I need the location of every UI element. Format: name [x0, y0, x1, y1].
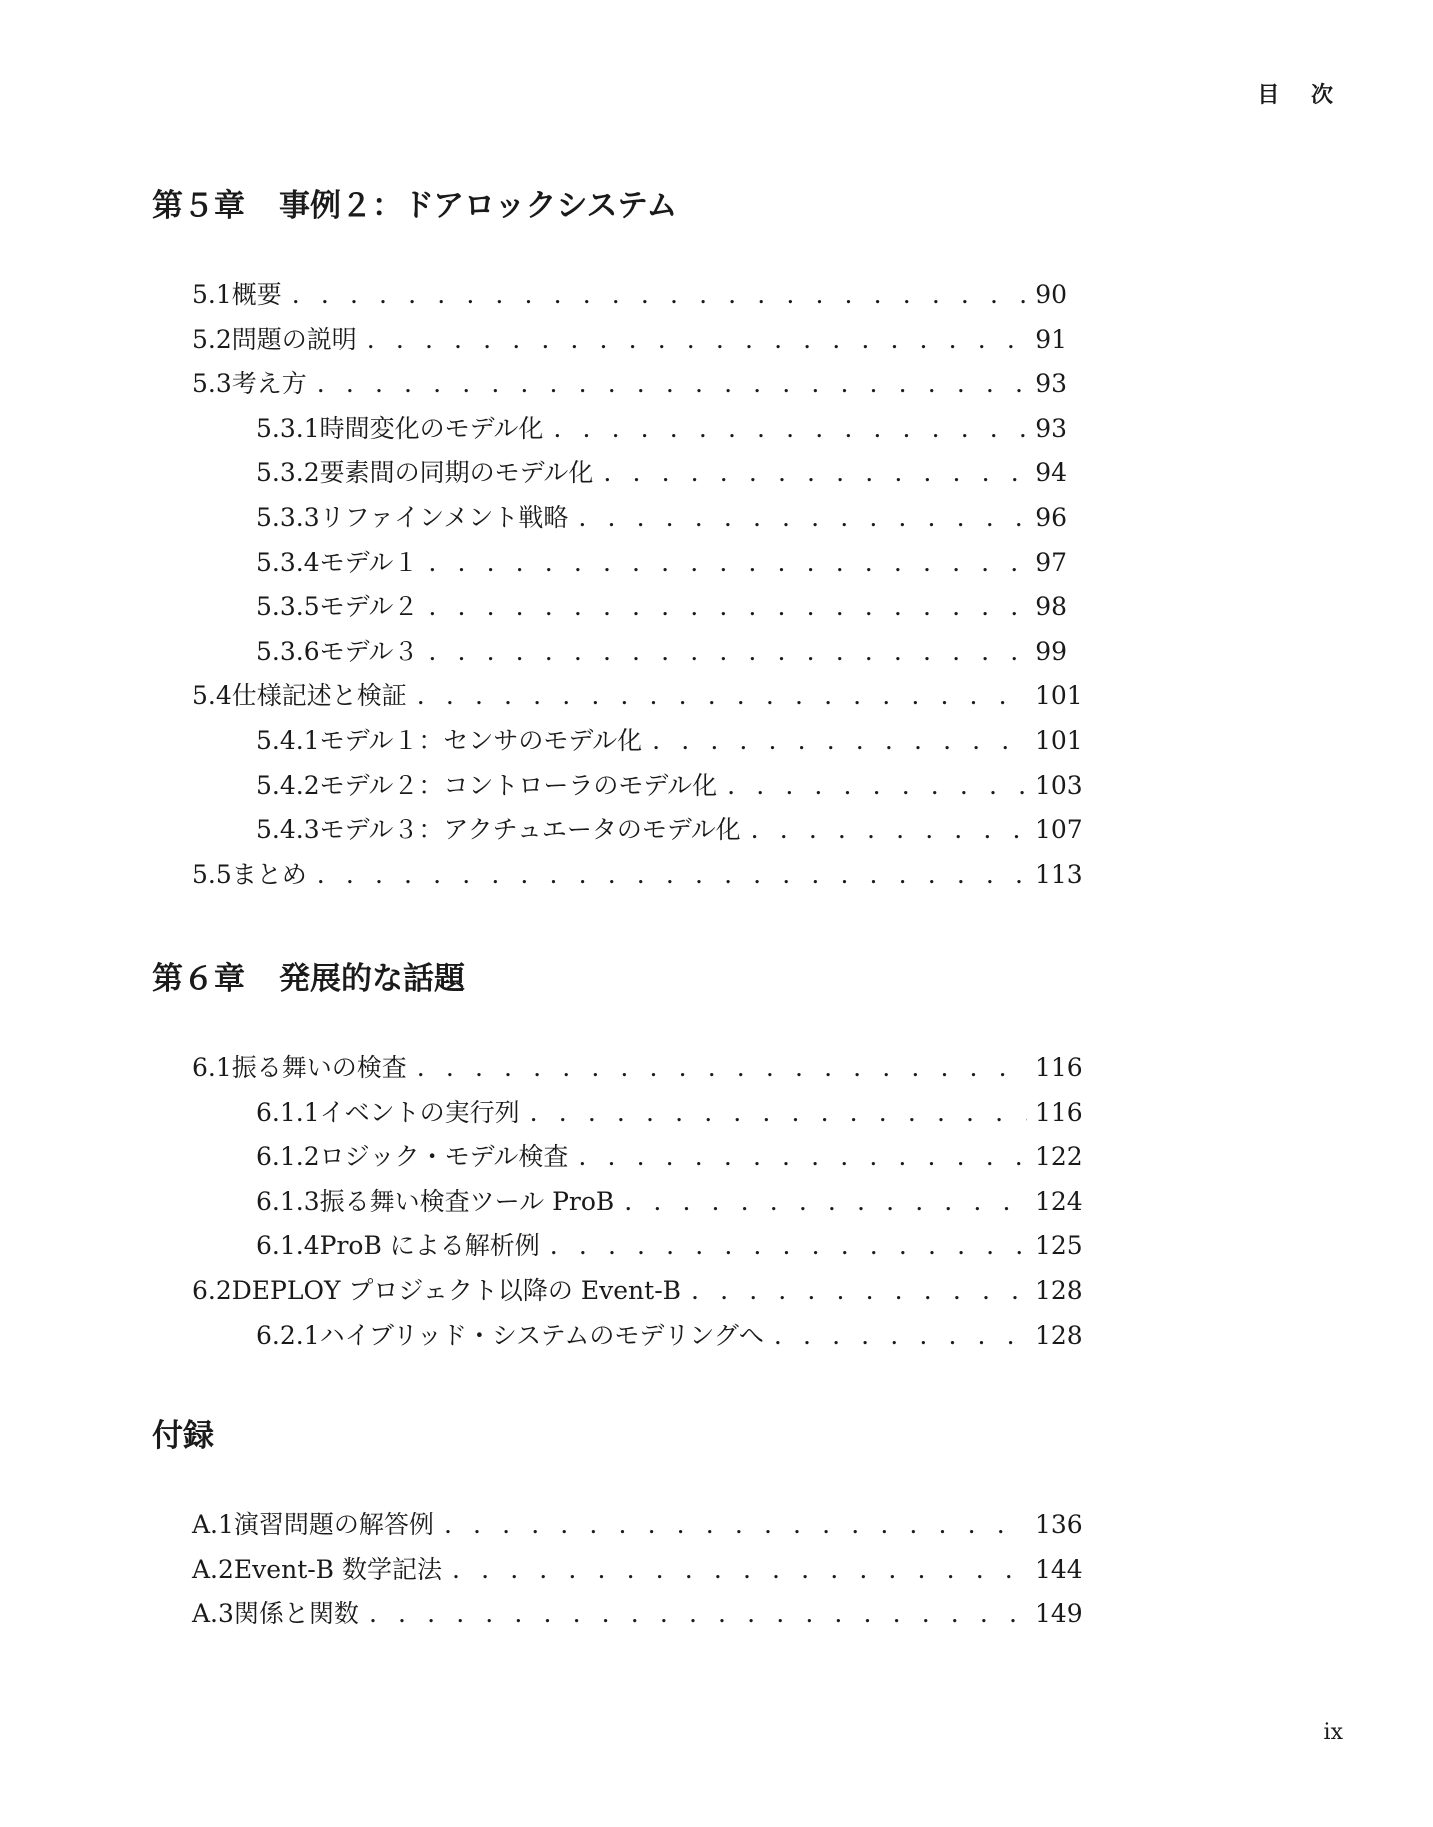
entry-page: 93: [1035, 369, 1067, 399]
dot-leader: [452, 1548, 1027, 1593]
entry-title: モデル３: [319, 636, 419, 666]
entry-title: 仕様記述と検証: [231, 681, 407, 711]
entry-number: 6.1.4: [256, 1231, 320, 1261]
dot-leader: [369, 1592, 1027, 1637]
entry-number: A.2: [192, 1554, 234, 1584]
entry-page: 97: [1035, 547, 1067, 577]
toc-entry[interactable]: [152, 808, 1083, 853]
entry-page: 96: [1035, 502, 1067, 532]
toc-entry[interactable]: [152, 273, 1067, 318]
entry-page: 144: [1035, 1554, 1083, 1584]
toc-entry[interactable]: [152, 1091, 1083, 1136]
toc-entry[interactable]: [152, 1592, 1083, 1637]
dot-leader: [578, 496, 1027, 541]
toc-entry[interactable]: [152, 496, 1067, 541]
entry-page: 94: [1035, 458, 1067, 488]
entry-number: 6.1: [192, 1053, 232, 1082]
entry-title: イベントの実行列: [319, 1097, 520, 1127]
toc-entry[interactable]: [152, 1503, 1083, 1548]
dot-leader: [367, 318, 1027, 363]
chapter-number: 第５章: [152, 188, 245, 224]
dot-leader: [553, 407, 1027, 452]
entry-page: 122: [1035, 1142, 1083, 1172]
toc-entry[interactable]: [152, 362, 1067, 407]
entry-title: 要素間の同期のモデル化: [319, 458, 594, 488]
toc-entry[interactable]: [152, 407, 1067, 452]
entry-title: モデル１：センサのモデル化: [319, 725, 643, 755]
entry-title: モデル２: [319, 592, 419, 622]
entry-title: 考え方: [231, 369, 307, 399]
entry-title: Event-B 数学記法: [233, 1554, 443, 1584]
toc-entry[interactable]: [152, 764, 1083, 809]
entry-title: 概要: [231, 280, 282, 309]
entry-page: 116: [1035, 1097, 1083, 1127]
entry-title: 問題の説明: [231, 324, 357, 354]
entry-number: 5.3.3: [256, 502, 320, 532]
entry-page: 116: [1035, 1053, 1083, 1082]
entry-title: ハイブリッド・システムのモデリングへ: [319, 1320, 764, 1350]
chapter-title: [152, 953, 1067, 998]
entry-title: 振る舞いの検査: [231, 1053, 407, 1082]
appendix: [152, 1410, 1083, 1637]
dot-leader: [417, 1046, 1027, 1091]
entry-number: 6.1.3: [256, 1186, 320, 1216]
dot-leader: [317, 362, 1027, 407]
chapter-name: 事例２：ドアロックシステム: [279, 188, 678, 224]
entry-title: 演習問題の解答例: [233, 1510, 434, 1539]
toc-entry[interactable]: [152, 719, 1083, 764]
entry-number: 5.4.1: [256, 725, 320, 755]
entry-number: 5.3.1: [256, 413, 320, 443]
toc-entries: [152, 1503, 1083, 1637]
entry-page: 107: [1035, 815, 1083, 845]
entry-number: 5.3.5: [256, 592, 320, 622]
toc-entry[interactable]: [152, 630, 1067, 675]
dot-leader: [428, 541, 1027, 586]
entry-number: 6.1.2: [256, 1142, 320, 1172]
dot-leader: [444, 1503, 1027, 1548]
toc-entry[interactable]: [152, 585, 1067, 630]
chapter-name: 付録: [152, 1418, 214, 1454]
chapter-name: 発展的な話題: [279, 961, 465, 997]
entry-title: DEPLOY プロジェクト以降の Event-B: [231, 1275, 682, 1305]
entry-number: 5.3.4: [256, 547, 320, 577]
entry-number: 5.5: [192, 859, 232, 889]
entry-number: 6.2: [192, 1275, 232, 1305]
toc-entry[interactable]: [152, 451, 1067, 496]
dot-leader: [317, 853, 1027, 898]
dot-leader: [417, 674, 1027, 719]
dot-leader: [292, 273, 1027, 318]
entry-number: 5.3.6: [256, 636, 320, 666]
chapter-number: 第６章: [152, 961, 245, 997]
entry-title: リファインメント戦略: [319, 502, 569, 532]
dot-leader: [550, 1224, 1027, 1269]
entry-number: 5.4: [192, 681, 232, 711]
dot-leader: [428, 585, 1027, 630]
entry-page: 128: [1035, 1320, 1083, 1350]
dot-leader: [751, 808, 1027, 853]
entry-number: A.1: [192, 1510, 234, 1539]
running-head: 目 次: [1257, 83, 1345, 108]
entry-title: ロジック・モデル検査: [319, 1142, 569, 1172]
entry-title: 関係と関数: [233, 1599, 359, 1629]
entry-title: ProB による解析例: [319, 1231, 540, 1261]
toc-entry[interactable]: [152, 1314, 1083, 1359]
toc-entry[interactable]: [152, 674, 1083, 719]
dot-leader: [603, 451, 1027, 496]
toc-entry[interactable]: [152, 1224, 1083, 1269]
entry-page: 93: [1035, 413, 1067, 443]
entry-number: 6.1.1: [256, 1097, 320, 1127]
toc-entry[interactable]: [152, 1135, 1083, 1180]
dot-leader: [624, 1180, 1027, 1225]
entry-title: 振る舞い検査ツール ProB: [319, 1186, 615, 1216]
entry-page: 101: [1035, 681, 1083, 711]
entry-title: モデル２：コントローラのモデル化: [319, 770, 718, 800]
toc-entry[interactable]: [152, 318, 1067, 363]
entry-number: 6.2.1: [256, 1320, 320, 1350]
toc-entry[interactable]: [152, 541, 1067, 586]
entry-page: 99: [1035, 636, 1067, 666]
chapter-6: [152, 953, 1083, 1358]
entry-number: A.3: [192, 1599, 234, 1629]
dot-leader: [727, 764, 1027, 809]
entry-page: 90: [1035, 280, 1067, 309]
entry-page: 125: [1035, 1231, 1083, 1261]
entry-number: 5.3: [192, 369, 232, 399]
entry-number: 5.3.2: [256, 458, 320, 488]
entry-page: 101: [1035, 725, 1083, 755]
entry-number: 5.1: [192, 280, 232, 309]
dot-leader: [578, 1135, 1027, 1180]
toc-entries: [152, 1046, 1083, 1358]
entry-number: 5.2: [192, 324, 232, 354]
entry-title: 時間変化のモデル化: [319, 413, 544, 443]
chapter-title: [152, 1410, 1067, 1455]
dot-leader: [428, 630, 1027, 675]
entry-title: モデル１: [319, 547, 419, 577]
entry-page: 128: [1035, 1275, 1083, 1305]
toc-entries: [152, 273, 1083, 897]
entry-page: 136: [1035, 1510, 1083, 1539]
dot-leader: [691, 1269, 1027, 1314]
toc-entry[interactable]: [152, 1548, 1083, 1593]
entry-title: モデル３：アクチュエータのモデル化: [319, 815, 741, 845]
chapter-title: [152, 180, 1067, 225]
entry-page: 113: [1035, 859, 1083, 889]
toc-entry[interactable]: [152, 1269, 1083, 1314]
toc-entry[interactable]: [152, 1180, 1083, 1225]
entry-title: まとめ: [231, 859, 307, 889]
toc-entry[interactable]: [152, 1046, 1083, 1091]
entry-page: 103: [1035, 770, 1083, 800]
entry-page: 124: [1035, 1186, 1083, 1216]
dot-leader: [774, 1314, 1027, 1359]
entry-page: 91: [1035, 324, 1067, 354]
entry-number: 5.4.2: [256, 770, 320, 800]
chapter-5: [152, 180, 1083, 897]
toc-entry[interactable]: [152, 853, 1083, 898]
dot-leader: [652, 719, 1027, 764]
page-number: ix: [1323, 1720, 1343, 1745]
entry-page: 149: [1035, 1599, 1083, 1629]
entry-number: 5.4.3: [256, 815, 320, 845]
dot-leader: [530, 1091, 1027, 1136]
entry-page: 98: [1035, 592, 1067, 622]
